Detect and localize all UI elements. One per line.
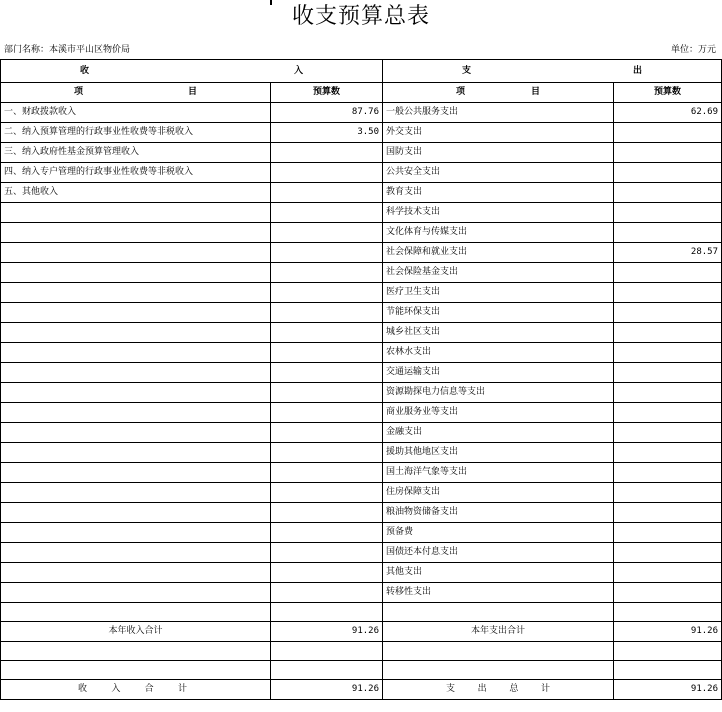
income-grand-total-char: 入 (111, 684, 121, 694)
income-header-char: 入 (293, 65, 303, 76)
empty-cell (1, 483, 271, 503)
expense-item-value (614, 503, 722, 523)
expense-item-value (614, 123, 722, 143)
expense-item-value: 28.57 (614, 243, 722, 263)
income-item-value (271, 183, 383, 203)
empty-cell (1, 403, 271, 423)
empty-cell (271, 223, 383, 243)
expense-item-value (614, 423, 722, 443)
empty-cell (614, 642, 722, 661)
table-row (1, 263, 722, 283)
empty-cell (1, 463, 271, 483)
income-item-label: 五、其他收入 (1, 183, 271, 203)
expense-item-label: 节能环保支出 (383, 303, 614, 323)
expense-item-label: 国土海洋气象等支出 (383, 463, 614, 483)
empty-cell (271, 483, 383, 503)
table-row (1, 103, 722, 123)
budget-table (0, 59, 722, 700)
expense-budget-header: 预算数 (614, 83, 722, 103)
table-row (1, 123, 722, 143)
income-item-label: 三、纳入政府性基金预算管理收入 (1, 143, 271, 163)
empty-cell (1, 203, 271, 223)
table-row (1, 583, 722, 603)
table-row (1, 343, 722, 363)
expense-item-label: 转移性支出 (383, 583, 614, 603)
expense-item-value (614, 343, 722, 363)
table-row (1, 383, 722, 403)
table-row (1, 163, 722, 183)
expense-item-label: 社会保险基金支出 (383, 263, 614, 283)
blank-row (1, 642, 722, 661)
empty-cell (1, 563, 271, 583)
empty-cell (271, 403, 383, 423)
table-row (1, 303, 722, 323)
expense-item-label: 一般公共服务支出 (383, 103, 614, 123)
empty-cell (271, 283, 383, 303)
expense-item-label: 社会保障和就业支出 (383, 243, 614, 263)
expense-item-value (614, 443, 722, 463)
empty-cell (271, 443, 383, 463)
empty-cell (1, 223, 271, 243)
expense-item-label: 交通运输支出 (383, 363, 614, 383)
expense-item-value (614, 523, 722, 543)
table-row (1, 563, 722, 583)
table-row (1, 423, 722, 443)
empty-cell (271, 543, 383, 563)
empty-cell (271, 303, 383, 323)
table-row (1, 183, 722, 203)
expense-item-value (614, 463, 722, 483)
expense-item-header (383, 83, 614, 103)
empty-cell (1, 523, 271, 543)
empty-cell (271, 203, 383, 223)
expense-grand-total-label (383, 680, 614, 700)
empty-cell (271, 523, 383, 543)
expense-item-label: 科学技术支出 (383, 203, 614, 223)
empty-cell (383, 642, 614, 661)
empty-cell (271, 243, 383, 263)
empty-cell (1, 243, 271, 263)
income-grand-total-char: 收 (78, 684, 88, 694)
expense-item-label: 粮油物资储备支出 (383, 503, 614, 523)
expense-item-value (614, 203, 722, 223)
empty-cell (271, 563, 383, 583)
empty-cell (1, 583, 271, 603)
expense-item-label: 住房保障支出 (383, 483, 614, 503)
empty-cell (1, 283, 271, 303)
empty-cell (1, 503, 271, 523)
expense-section-header (383, 60, 722, 83)
empty-cell (614, 603, 722, 622)
expense-item-value (614, 163, 722, 183)
expense-item-value (614, 363, 722, 383)
expense-item-label: 公共安全支出 (383, 163, 614, 183)
item-header-char: 目 (187, 87, 197, 97)
item-header-char: 项 (456, 87, 466, 97)
table-row (1, 243, 722, 263)
empty-cell (1, 423, 271, 443)
empty-cell (1, 303, 271, 323)
expense-item-label: 资源勘探电力信息等支出 (383, 383, 614, 403)
expense-grand-total-char: 出 (477, 684, 487, 694)
table-row (1, 323, 722, 343)
expense-item-label: 医疗卫生支出 (383, 283, 614, 303)
income-grand-total-label (1, 680, 271, 700)
item-header-char: 项 (74, 87, 84, 97)
expense-header-char: 支 (462, 65, 472, 76)
expense-grand-total-value: 91.26 (614, 680, 722, 700)
empty-cell (1, 642, 271, 661)
expense-item-label: 文化体育与传媒支出 (383, 223, 614, 243)
empty-cell (271, 363, 383, 383)
empty-cell (614, 661, 722, 680)
empty-cell (271, 263, 383, 283)
empty-cell (1, 343, 271, 363)
empty-cell (1, 603, 271, 622)
income-item-label: 四、纳入专户管理的行政事业性收费等非税收入 (1, 163, 271, 183)
empty-cell (1, 363, 271, 383)
expense-item-label: 城乡社区支出 (383, 323, 614, 343)
expense-item-value (614, 283, 722, 303)
empty-cell (1, 543, 271, 563)
expense-item-value (614, 143, 722, 163)
table-row (1, 523, 722, 543)
income-item-value (271, 163, 383, 183)
expense-item-label: 金融支出 (383, 423, 614, 443)
table-row (1, 543, 722, 563)
income-item-value (271, 143, 383, 163)
table-row (1, 463, 722, 483)
income-item-value: 3.50 (271, 123, 383, 143)
empty-cell (271, 503, 383, 523)
year-total-row (1, 622, 722, 642)
expense-item-value (614, 383, 722, 403)
income-grand-total-char: 合 (144, 684, 154, 694)
income-item-value: 87.76 (271, 103, 383, 123)
expense-header-char: 出 (632, 65, 642, 76)
table-row (1, 503, 722, 523)
empty-cell (271, 583, 383, 603)
expense-item-label: 国债还本付息支出 (383, 543, 614, 563)
empty-cell (1, 661, 271, 680)
empty-cell (271, 603, 383, 622)
empty-cell (271, 343, 383, 363)
income-item-header (1, 83, 271, 103)
expense-grand-total-char: 总 (509, 684, 519, 694)
grand-total-row (1, 680, 722, 700)
table-row (1, 203, 722, 223)
empty-cell (383, 661, 614, 680)
expense-item-label: 国防支出 (383, 143, 614, 163)
income-grand-total-char: 计 (177, 684, 187, 694)
expense-item-value (614, 323, 722, 343)
expense-item-label: 商业服务业等支出 (383, 403, 614, 423)
empty-cell (1, 263, 271, 283)
expense-item-value (614, 403, 722, 423)
expense-item-value (614, 543, 722, 563)
empty-cell (271, 423, 383, 443)
expense-item-value (614, 563, 722, 583)
income-header-char: 收 (80, 65, 90, 76)
table-row (1, 403, 722, 423)
expense-item-label: 援助其他地区支出 (383, 443, 614, 463)
expense-item-label: 外交支出 (383, 123, 614, 143)
column-header-row (1, 83, 722, 103)
table-row (1, 603, 722, 622)
empty-cell (1, 383, 271, 403)
income-grand-total-value: 91.26 (271, 680, 383, 700)
section-header-row (1, 60, 722, 83)
expense-item-label: 教育支出 (383, 183, 614, 203)
table-row (1, 223, 722, 243)
expense-grand-total-char: 计 (540, 684, 550, 694)
year-income-total-label: 本年收入合计 (1, 622, 271, 642)
department-name: 部门名称：本溪市平山区物价局 (4, 45, 131, 55)
expense-item-label: 农林水支出 (383, 343, 614, 363)
expense-item-value (614, 483, 722, 503)
empty-cell (1, 443, 271, 463)
income-item-label: 二、纳入预算管理的行政事业性收费等非税收入 (1, 123, 271, 143)
unit-label: 单位：万元 (670, 45, 716, 55)
expense-item-value (614, 263, 722, 283)
table-row (1, 283, 722, 303)
expense-item-value (614, 223, 722, 243)
table-row (1, 143, 722, 163)
expense-item-label: 其他支出 (383, 563, 614, 583)
empty-cell (271, 661, 383, 680)
year-income-total-value: 91.26 (271, 622, 383, 642)
expense-item-label: 预备费 (383, 523, 614, 543)
blank-row (1, 661, 722, 680)
item-header-char: 目 (530, 87, 540, 97)
expense-item-value (614, 303, 722, 323)
income-section-header (1, 60, 383, 83)
expense-item-value: 62.69 (614, 103, 722, 123)
empty-cell (271, 642, 383, 661)
expense-grand-total-char: 支 (446, 684, 456, 694)
empty-cell (271, 323, 383, 343)
year-expense-total-label: 本年支出合计 (383, 622, 614, 642)
page-title: 收支预算总表 (291, 4, 430, 29)
expense-item-value (614, 583, 722, 603)
income-budget-header: 预算数 (271, 83, 383, 103)
expense-item-value (614, 183, 722, 203)
year-expense-total-value: 91.26 (614, 622, 722, 642)
empty-cell (383, 603, 614, 622)
table-row (1, 483, 722, 503)
empty-cell (271, 383, 383, 403)
table-row (1, 443, 722, 463)
table-row (1, 363, 722, 383)
empty-cell (1, 323, 271, 343)
income-item-label: 一、财政拨款收入 (1, 103, 271, 123)
empty-cell (271, 463, 383, 483)
